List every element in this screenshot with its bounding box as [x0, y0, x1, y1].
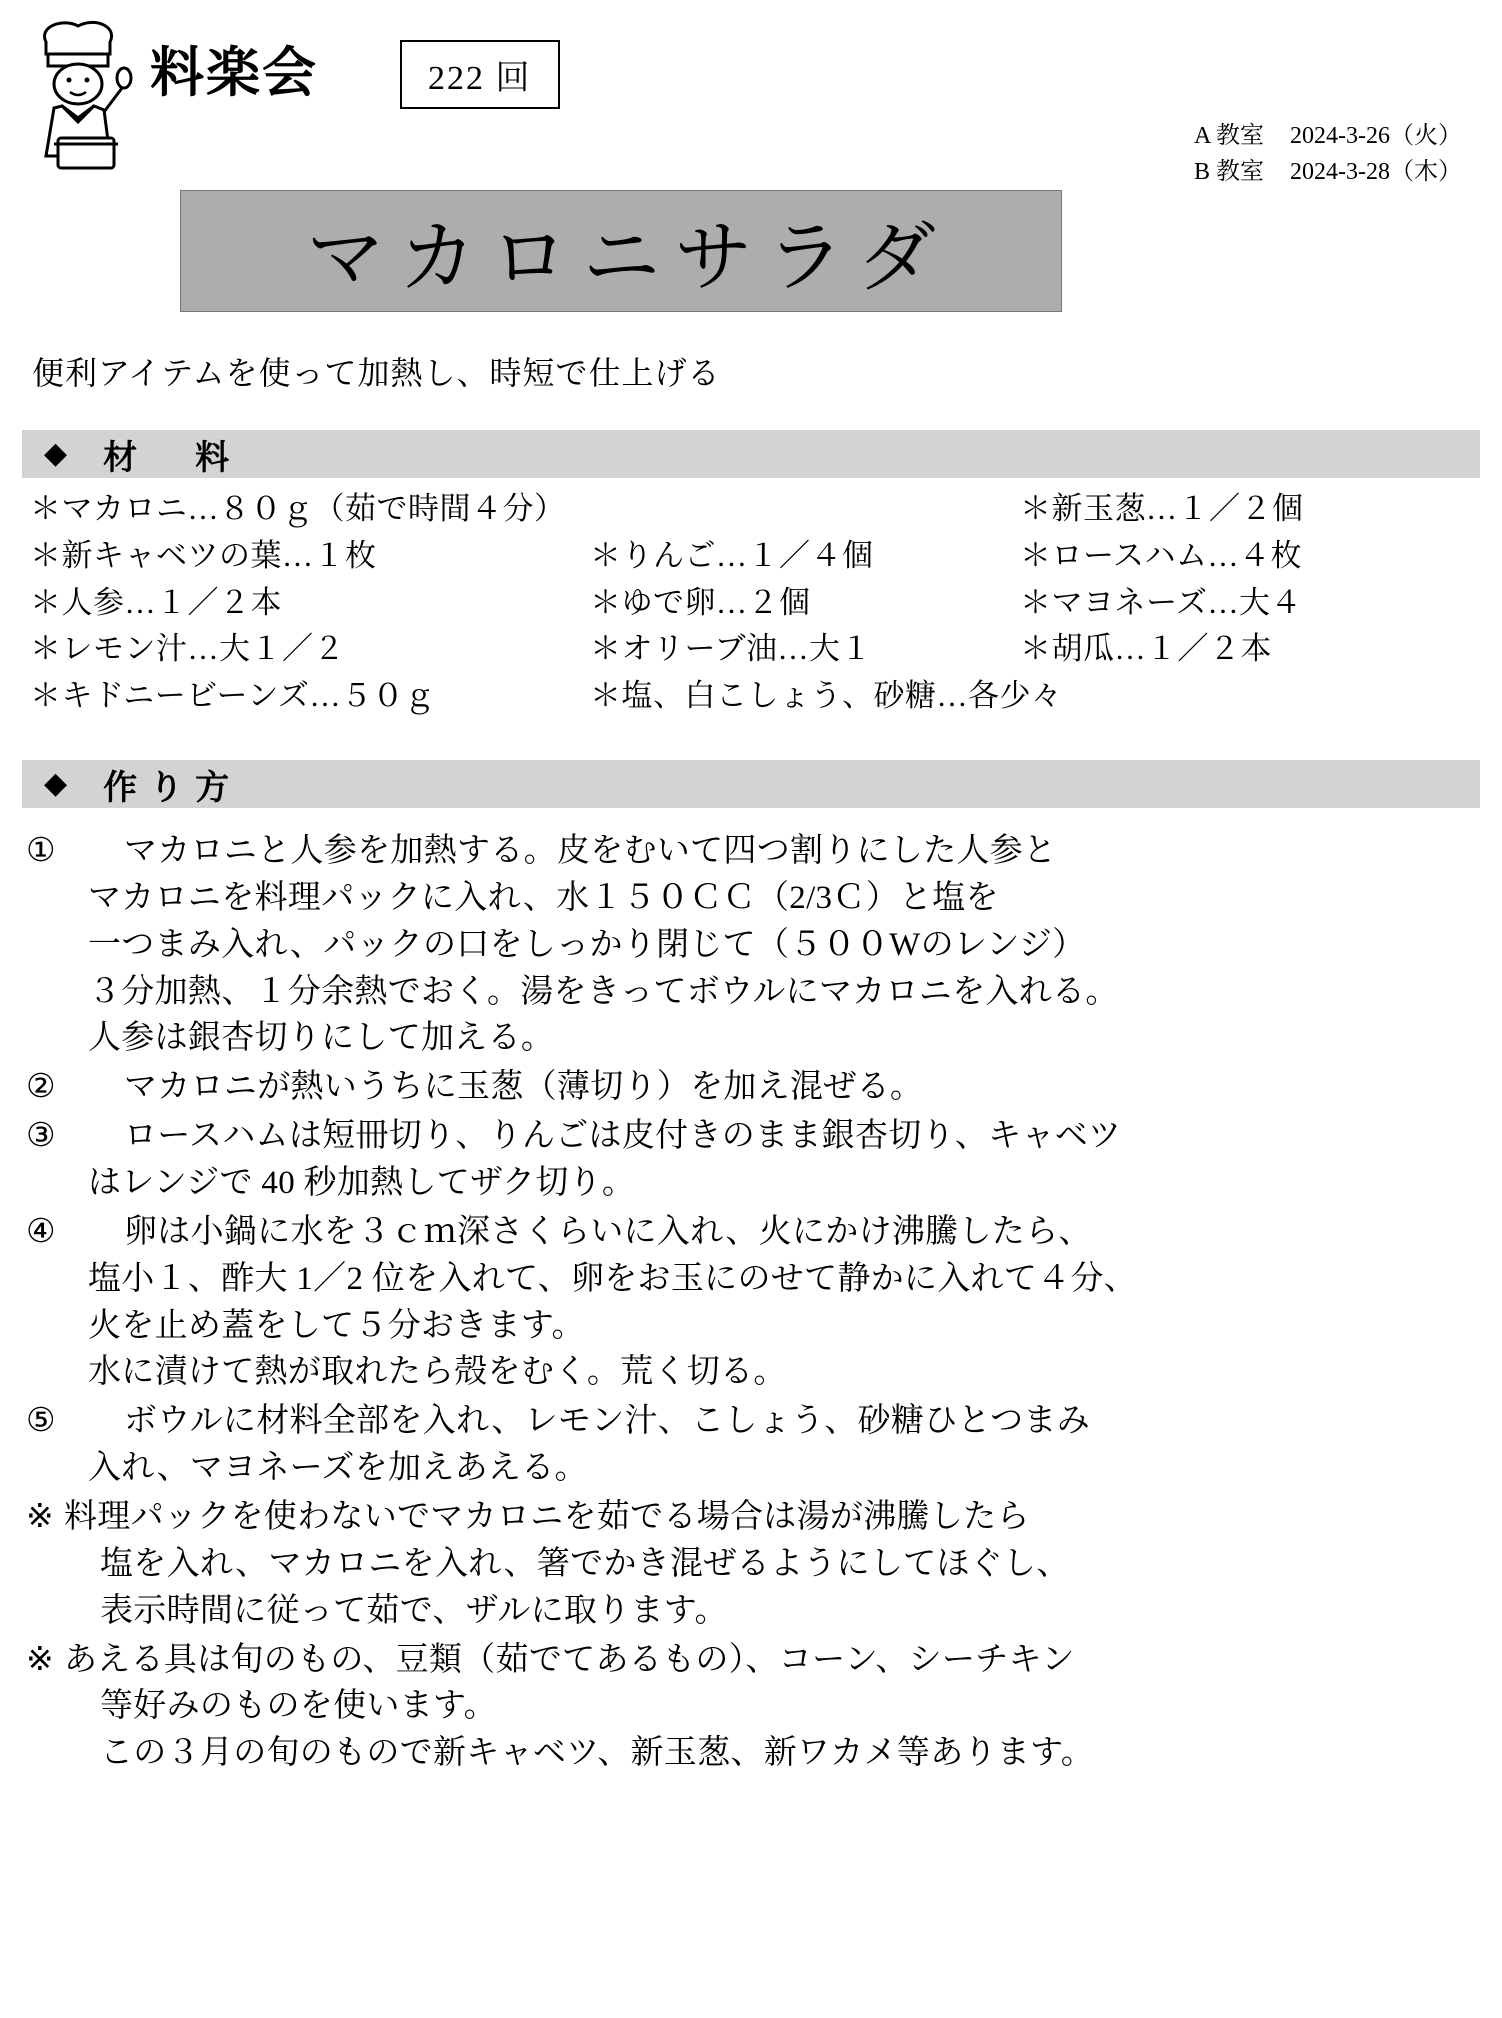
- step-text: [88, 1209, 1486, 1396]
- note-line: この３月の旬のもので新キャベツ、新玉葱、新ワカメ等あります。: [100, 1735, 1095, 1772]
- issue-number-box: 222 回: [400, 40, 560, 109]
- ingredient-item: ＊マカロニ…８０ｇ（茹で時間４分）: [30, 491, 566, 526]
- ingredient-item: ＊胡瓜…１／２本: [1020, 631, 1272, 667]
- note-mark: ※: [26, 1499, 54, 1536]
- class-schedule: [1194, 118, 1462, 190]
- page-title: マカロニサラダ: [306, 213, 950, 303]
- step-line: 卵は小鍋に水を３ｃｍ深さくらいに入れ、火にかけ沸騰したら、: [124, 1213, 1092, 1250]
- recipe-title-banner: [180, 190, 1062, 312]
- step-number: ②: [26, 1069, 56, 1106]
- note-mark: ※: [26, 1641, 54, 1678]
- note-line: あえる具は旬のもの、豆類（茹でてあるもの）、コーン、シーチキン: [64, 1641, 1075, 1678]
- step-line: 火を止め蓋をして５分おきます。: [88, 1307, 585, 1344]
- chef-logo-icon: [18, 16, 138, 176]
- note-line: 料理パックを使わないでマカロニを茹でる場合は湯が沸騰したら: [64, 1499, 1030, 1536]
- step-item: [26, 1113, 1486, 1207]
- step-line: ボウルに材料全部を入れ、レモン汁、こしょう、砂糖ひとつまみ: [124, 1403, 1091, 1440]
- room-date-b: 2024-3-28（木）: [1290, 159, 1462, 185]
- ingredient-item: ＊キドニービーンズ…５０ｇ: [30, 678, 436, 714]
- ingredient-item: [1020, 675, 1440, 718]
- ingredient-item: ＊塩、白こしょう、砂糖…各少々: [590, 678, 1063, 714]
- step-line: マカロニを料理パックに入れ、水１５０ＣＣ（2/3Ｃ）と塩を: [88, 879, 999, 916]
- step-line: 人参は銀杏切りにして加える。: [88, 1020, 555, 1057]
- step-text: [88, 828, 1486, 1062]
- note-item: [26, 1637, 1486, 1778]
- note-text: [64, 1494, 1486, 1635]
- ingredient-item: ＊新キャベツの葉…１枚: [30, 537, 377, 573]
- ingredient-row: [30, 535, 1480, 578]
- ingredient-item: ＊人参…１／２本: [30, 584, 282, 620]
- step-number: ①: [26, 833, 56, 869]
- room-label-b: B 教室: [1194, 159, 1265, 185]
- ingredient-row: [30, 628, 1480, 671]
- note-item: [26, 1494, 1486, 1635]
- section-label-ingredients: 材 料: [103, 437, 242, 478]
- step-item: [26, 1398, 1486, 1492]
- step-line: ３分加熱、１分余熱でおく。湯をきってボウルにマカロニを入れる。: [88, 973, 1119, 1010]
- steps-list: [26, 828, 1486, 1779]
- step-line: 一つまみ入れ、パックの口をしっかり閉じて（５００Wのレンジ）: [88, 926, 1086, 963]
- schedule-row-b: [1194, 154, 1462, 190]
- section-label-steps: 作り方: [103, 767, 242, 808]
- ingredient-row: [30, 488, 1480, 531]
- diamond-icon: ◆: [44, 767, 68, 800]
- step-number: ⑤: [26, 1403, 56, 1440]
- step-line: ロースハムは短冊切り、りんごは皮付きのまま銀杏切り、キャベツ: [124, 1118, 1122, 1155]
- step-number: ④: [26, 1213, 56, 1250]
- ingredient-item: ＊ロースハム…４枚: [1020, 537, 1302, 573]
- ingredient-item: ＊レモン汁…大１／２: [30, 631, 345, 667]
- step-line: 水に漬けて熱が取れたら殻をむく。荒く切る。: [88, 1354, 787, 1391]
- ingredient-row: [30, 582, 1480, 625]
- ingredient-item: ＊ゆで卵…２個: [590, 584, 811, 620]
- room-label-a: A 教室: [1194, 123, 1265, 149]
- diamond-icon: ◆: [44, 437, 68, 470]
- step-line: はレンジで 40 秒加熱してザク切り。: [88, 1165, 636, 1202]
- step-text: [88, 1398, 1486, 1492]
- step-number: ③: [26, 1118, 56, 1155]
- step-item: [26, 828, 1486, 1062]
- step-line: マカロニと人参を加熱する。皮をむいて四つ割りにした人参と: [124, 833, 1057, 869]
- step-item: [26, 1209, 1486, 1396]
- section-heading-ingredients: [22, 430, 1480, 478]
- ingredient-item: ＊新玉葱…１／２個: [1020, 491, 1304, 526]
- step-item: [26, 1064, 1486, 1111]
- note-text: [64, 1637, 1486, 1778]
- ingredients-list: [30, 488, 1480, 722]
- step-line: マカロニが熱いうちに玉葱（薄切り）を加え混ぜる。: [124, 1069, 924, 1106]
- page-header: [0, 0, 1502, 190]
- ingredient-item: ＊マヨネーズ…大４: [1020, 584, 1302, 620]
- step-line: 入れ、マヨネーズを加えあえる。: [88, 1450, 588, 1487]
- note-line: 表示時間に従って茹で、ザルに取ります。: [100, 1592, 728, 1629]
- step-text: [88, 1064, 1486, 1111]
- note-line: 等好みのものを使います。: [100, 1688, 497, 1725]
- note-line: 塩を入れ、マカロニを入れ、箸でかき混ぜるようにしてほぐし、: [100, 1545, 1070, 1582]
- ingredient-row: [30, 675, 1480, 718]
- ingredient-item: ＊オリーブ油…大１: [590, 631, 872, 667]
- step-text: [88, 1113, 1486, 1207]
- brand-title: 料楽会: [150, 41, 318, 104]
- ingredient-item: [590, 488, 1020, 531]
- schedule-row-a: [1194, 118, 1462, 154]
- ingredient-item: ＊りんご…１／４個: [590, 537, 874, 573]
- room-date-a: 2024-3-26（火）: [1290, 123, 1462, 149]
- recipe-subtitle: 便利アイテムを使って加熱し、時短で仕上げる: [32, 355, 721, 391]
- section-heading-steps: [22, 760, 1480, 808]
- step-line: 塩小１、酢大 1／2 位を入れて、卵をお玉にのせて静かに入れて４分、: [88, 1260, 1138, 1297]
